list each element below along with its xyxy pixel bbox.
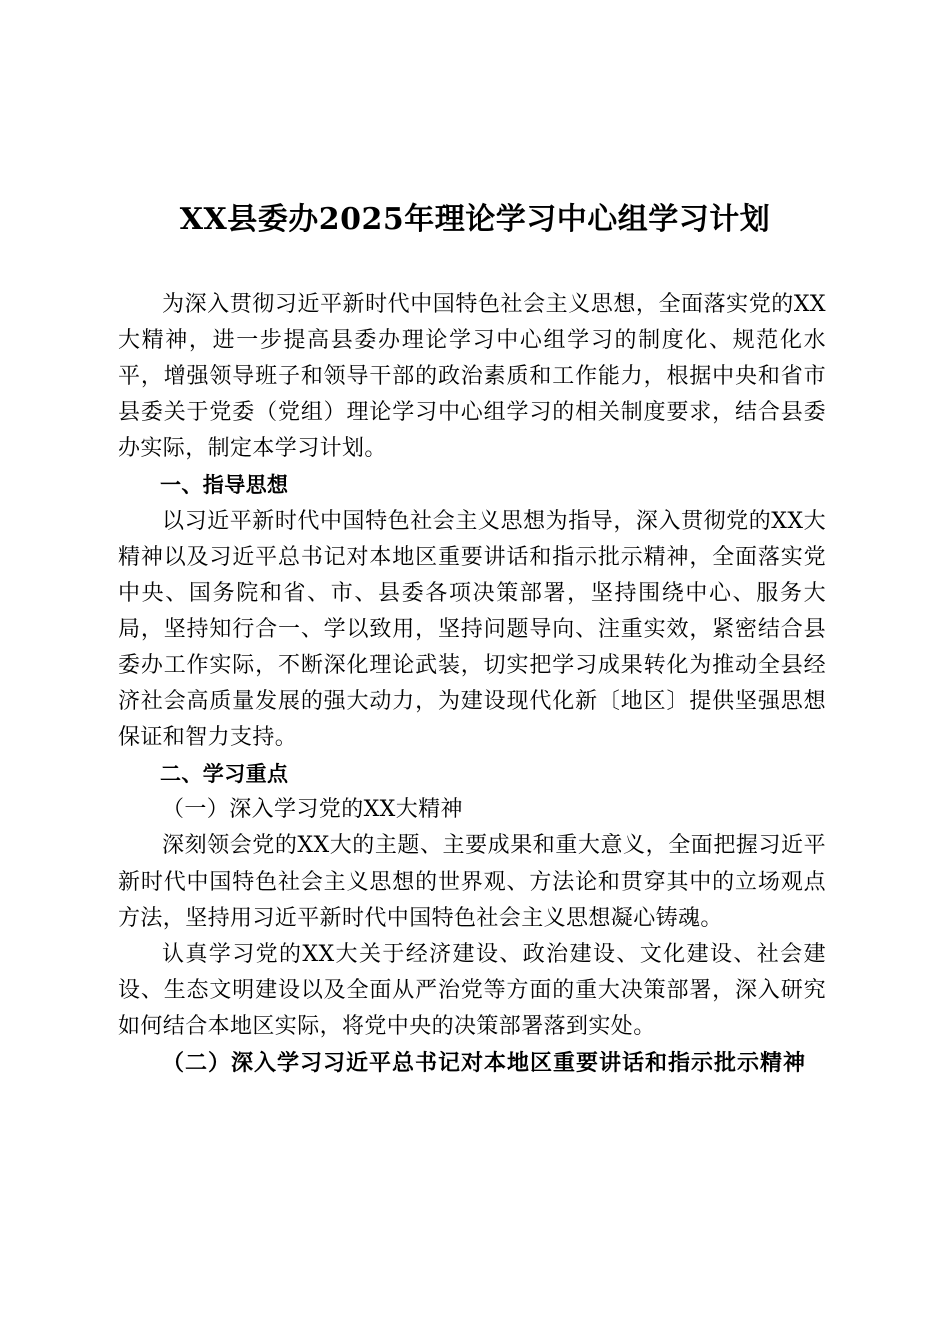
subsection-heading-1: （一）深入学习党的XX大精神 [162, 797, 463, 823]
subsection-heading-2: （二）深入学习习近平总书记对本地区重要讲话和指示批示精神 [162, 1049, 807, 1076]
section-heading-guiding-thought: 一、指导思想 [160, 473, 289, 498]
document-body [118, 287, 826, 1081]
intro-paragraph: 为深入贯彻习近平新时代中国特色社会主义思想，全面落实党的XX大精神，进一步提高县委办理论学习中心组学习的制度化、规范化水平，增强领导班子和领导干部的政治素质和工作能力，根据中央和省市县委关于党委（党组）理论学习中心组学习的相关制度要求，结合县委办实际，制定本学习计划。 [118, 292, 826, 462]
subsection-1-paragraph-1: 深刻领会党的XX大的主题、主要成果和重大意义，全面把握习近平新时代中国特色社会主义思想的世界观、方法论和贯穿其中的立场观点方法，坚持用习近平新时代中国特色社会主义思想凝心铸魂。 [118, 833, 826, 931]
subsection-1-paragraph-2: 认真学习党的XX大关于经济建设、政治建设、文化建设、社会建设、生态文明建设以及全面从严治党等方面的重大决策部署，深入研究如何结合本地区实际，将党中央的决策部署落到实处。 [118, 941, 826, 1039]
guiding-thought-paragraph: 以习近平新时代中国特色社会主义思想为指导，深入贯彻党的XX大精神以及习近平总书记对本地区重要讲话和指示批示精神，全面落实党中央、国务院和省、市、县委各项决策部署，坚持围绕中心、服务大局，坚持知行合一、学以致用，坚持问题导向、注重实效，紧密结合县委办工作实际，不断深化理论武装，切实把学习成果转化为推动全县经济社会高质量发展的强大动力，为建设现代化新〔地区〕提供坚强思想保证和智力支持。 [118, 508, 826, 751]
section-heading-study-focus: 二、学习重点 [160, 762, 289, 787]
document-title: XX县委办2025年理论学习中心组学习计划 [179, 202, 771, 237]
